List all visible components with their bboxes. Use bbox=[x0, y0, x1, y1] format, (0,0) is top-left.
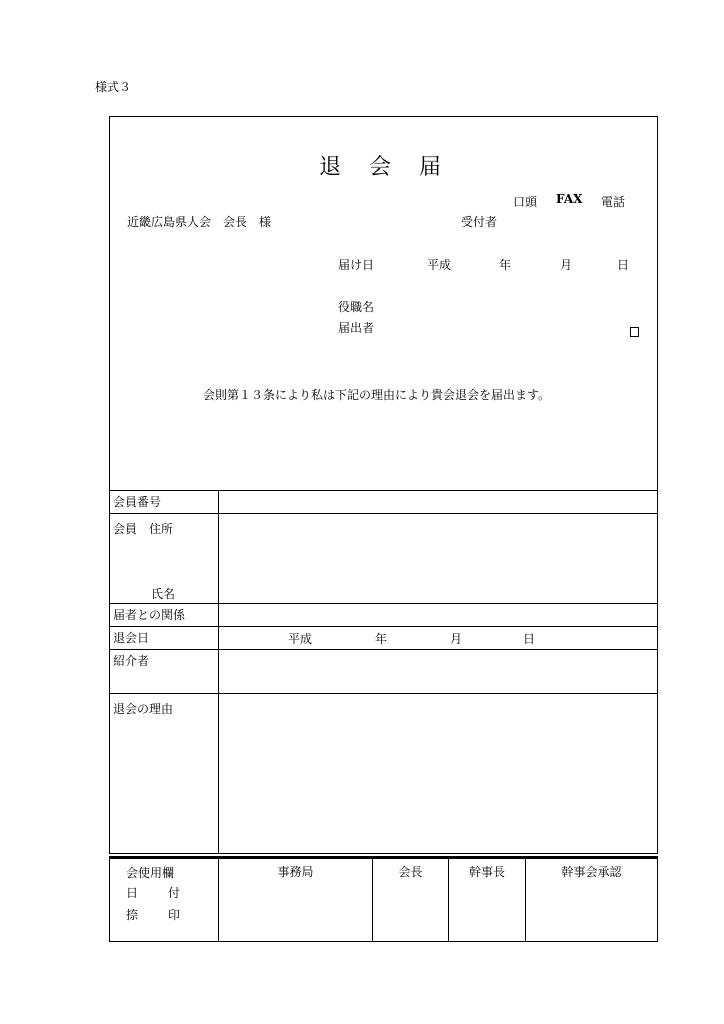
statement-text: 会則第１３条により私は下記の理由により貴会退会を届出ます。 bbox=[203, 388, 551, 402]
title-char: 退 bbox=[319, 155, 342, 180]
title-char: 会 bbox=[369, 155, 392, 180]
office-use-label-cell bbox=[110, 858, 219, 942]
introducer-label: 紹介者 bbox=[110, 650, 219, 694]
address-name-field[interactable] bbox=[219, 514, 658, 604]
table-row bbox=[110, 514, 658, 604]
table-row bbox=[110, 604, 658, 627]
reason-field[interactable] bbox=[219, 694, 658, 854]
reception-method-phone[interactable]: 電話 bbox=[601, 195, 626, 209]
withdrawal-date-field[interactable] bbox=[219, 627, 658, 650]
reason-label: 退会の理由 bbox=[110, 694, 219, 854]
office-column-board-approval[interactable]: 幹事会承認 bbox=[526, 858, 658, 942]
submitter-label: 届出者 bbox=[338, 321, 375, 335]
office-column-chairman[interactable]: 会長 bbox=[373, 858, 449, 942]
table-row bbox=[110, 627, 658, 650]
office-column-secretariat[interactable]: 事務局 bbox=[219, 858, 373, 942]
member-details-table bbox=[109, 490, 658, 854]
member-number-field[interactable] bbox=[219, 491, 658, 514]
seal-label-char: 印 bbox=[168, 908, 181, 922]
form-code: 様式３ bbox=[95, 80, 132, 94]
submission-date-label: 届け日 bbox=[338, 258, 375, 272]
submission-year: 年 bbox=[499, 258, 512, 272]
introducer-field[interactable] bbox=[219, 650, 658, 694]
reception-method-verbal[interactable]: 口頭 bbox=[513, 195, 538, 209]
member-number-label: 会員番号 bbox=[110, 491, 219, 514]
office-column-secretary-general[interactable]: 幹事長 bbox=[449, 858, 526, 942]
reception-method-fax[interactable]: FAX bbox=[556, 192, 583, 206]
submission-era: 平成 bbox=[427, 258, 452, 272]
seal-box bbox=[630, 322, 639, 341]
table-row bbox=[110, 491, 658, 514]
receiver-label: 受付者 bbox=[461, 215, 498, 229]
table-row bbox=[110, 650, 658, 694]
table-row bbox=[110, 858, 658, 942]
addressee: 近畿広島県人会 会長 様 bbox=[127, 215, 272, 229]
name-label: 氏名 bbox=[151, 587, 176, 601]
submission-month: 月 bbox=[560, 258, 573, 272]
withdrawal-month: 月 bbox=[450, 632, 463, 646]
withdrawal-date-label: 退会日 bbox=[110, 627, 219, 650]
table-row bbox=[110, 694, 658, 854]
relation-field[interactable] bbox=[219, 604, 658, 627]
withdrawal-era: 平成 bbox=[288, 632, 313, 646]
office-use-table bbox=[109, 856, 658, 942]
date-label-char: 日 bbox=[126, 886, 139, 900]
seal-label-char: 捺 bbox=[126, 908, 139, 922]
relation-label: 届者との関係 bbox=[110, 604, 219, 627]
position-label: 役職名 bbox=[338, 300, 375, 314]
withdrawal-day: 日 bbox=[523, 632, 536, 646]
office-use-label: 会使用欄 bbox=[126, 866, 175, 880]
date-label-char: 付 bbox=[168, 886, 181, 900]
title-char: 届 bbox=[419, 155, 442, 180]
submission-day: 日 bbox=[617, 258, 630, 272]
withdrawal-year: 年 bbox=[375, 632, 388, 646]
page-title bbox=[305, 150, 455, 181]
address-label: 会員 住所 bbox=[113, 522, 174, 536]
